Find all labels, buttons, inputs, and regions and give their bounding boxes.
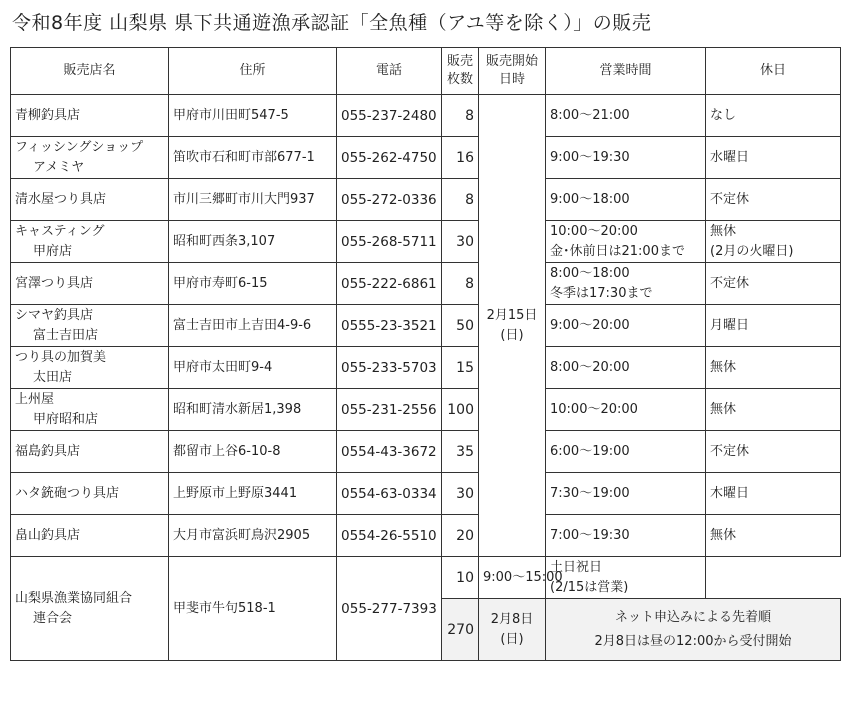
header-store: 販売店名	[11, 48, 169, 95]
header-holiday: 休日	[706, 48, 841, 95]
store-name	[11, 515, 169, 557]
sale-count: 50	[442, 305, 479, 347]
store-phone: 055-222-6861	[337, 263, 442, 305]
table-row	[11, 221, 841, 263]
header-count-line1: 販売	[446, 54, 473, 69]
holiday: 無休	[706, 389, 841, 431]
holiday	[546, 557, 706, 599]
store-name-line1: 宮澤つり具店	[15, 275, 94, 291]
sale-count: 8	[442, 179, 479, 221]
sale-count: 8	[442, 95, 479, 137]
table-row	[11, 473, 841, 515]
store-name	[11, 221, 169, 263]
hours-line1: 8:00～18:00	[550, 265, 630, 281]
business-hours: 6:00～19:00	[546, 431, 706, 473]
store-address: 都留市上谷6-10-8	[169, 431, 337, 473]
store-name-line2: 連合会	[33, 610, 73, 626]
store-name-line2: 甲府店	[33, 243, 73, 259]
store-address: 昭和町西条3,107	[169, 221, 337, 263]
store-name-line1: ハタ銃砲つり具店	[15, 485, 120, 501]
header-hours: 営業時間	[546, 48, 706, 95]
store-phone: 055-268-5711	[337, 221, 442, 263]
store-address: 富士吉田市上吉田4-9-6	[169, 305, 337, 347]
header-row	[11, 48, 841, 95]
online-note-line2: 2月8日は昼の12:00から受付開始	[594, 633, 792, 649]
store-address: 甲府市太田町9-4	[169, 347, 337, 389]
holiday: 月曜日	[706, 305, 841, 347]
store-address: 甲府市川田町547-5	[169, 95, 337, 137]
holiday: 不定休	[706, 179, 841, 221]
table-row	[11, 389, 841, 431]
business-hours	[546, 263, 706, 305]
sales-table	[10, 47, 841, 661]
header-start	[479, 48, 546, 95]
store-name	[11, 431, 169, 473]
holiday: 不定休	[706, 263, 841, 305]
business-hours: 9:00～20:00	[546, 305, 706, 347]
store-name-line1: フィッシングショップ	[15, 139, 144, 155]
table-row	[11, 557, 841, 599]
store-name	[11, 95, 169, 137]
header-start-line2: 日時	[498, 72, 525, 87]
business-hours: 8:00～21:00	[546, 95, 706, 137]
table-row	[11, 179, 841, 221]
store-address: 甲府市寿町6-15	[169, 263, 337, 305]
store-phone: 055-272-0336	[337, 179, 442, 221]
store-name	[11, 473, 169, 515]
store-name	[11, 557, 169, 661]
header-address: 住所	[169, 48, 337, 95]
table-row	[11, 431, 841, 473]
store-phone: 0555-23-3521	[337, 305, 442, 347]
store-name	[11, 263, 169, 305]
store-name	[11, 305, 169, 347]
store-name-line2: アメミヤ	[33, 159, 85, 175]
holiday: 水曜日	[706, 137, 841, 179]
store-address: 大月市富浜町鳥沢2905	[169, 515, 337, 557]
start-date-line1: 2月15日	[486, 307, 538, 323]
sale-count: 8	[442, 263, 479, 305]
table-row	[11, 95, 841, 137]
header-start-line1: 販売開始	[485, 54, 538, 69]
holiday-line1: 土日祝日	[550, 559, 603, 575]
online-note-line1: ネット申込みによる先着順	[614, 609, 771, 625]
store-name-line1: 福島釣具店	[15, 443, 81, 459]
business-hours: 8:00～20:00	[546, 347, 706, 389]
holiday-line2: (2月の火曜日)	[710, 243, 794, 259]
store-name-line1: 畠山釣具店	[15, 527, 81, 543]
hours-line1: 10:00～20:00	[550, 223, 638, 239]
sale-count-online: 270	[442, 599, 479, 661]
store-phone: 055-237-2480	[337, 95, 442, 137]
table-row	[11, 515, 841, 557]
holiday-line1: 無休	[710, 223, 737, 239]
online-note	[546, 599, 841, 661]
store-name-line1: 上州屋	[15, 391, 55, 407]
sale-count: 30	[442, 221, 479, 263]
store-name-line1: 山梨県漁業協同組合	[15, 590, 133, 606]
sale-count: 100	[442, 389, 479, 431]
store-name	[11, 347, 169, 389]
hours-line2: 冬季は17:30まで	[550, 285, 653, 301]
header-count-line2: 枚数	[446, 72, 473, 87]
store-name	[11, 137, 169, 179]
sale-count: 20	[442, 515, 479, 557]
store-name-line1: 清水屋つり具店	[15, 191, 107, 207]
store-name	[11, 179, 169, 221]
table-row	[11, 347, 841, 389]
sale-count: 30	[442, 473, 479, 515]
business-hours: 9:00～19:30	[546, 137, 706, 179]
store-address: 昭和町清水新居1,398	[169, 389, 337, 431]
business-hours: 9:00～15:00	[479, 557, 546, 599]
store-name-line2: 富士吉田店	[33, 327, 99, 343]
business-hours	[546, 221, 706, 263]
holiday: 無休	[706, 515, 841, 557]
holiday: なし	[706, 95, 841, 137]
holiday: 木曜日	[706, 473, 841, 515]
sale-count: 10	[442, 557, 479, 599]
sale-count: 16	[442, 137, 479, 179]
store-phone: 055-233-5703	[337, 347, 442, 389]
store-name-line1: つり具の加賀美	[15, 349, 107, 365]
sale-count: 35	[442, 431, 479, 473]
online-start-line1: 2月8日	[490, 611, 534, 627]
store-phone: 0554-26-5510	[337, 515, 442, 557]
store-address: 甲斐市牛句518-1	[169, 557, 337, 661]
business-hours: 7:00～19:30	[546, 515, 706, 557]
sale-count: 15	[442, 347, 479, 389]
store-phone: 0554-43-3672	[337, 431, 442, 473]
store-address: 市川三郷町市川大門937	[169, 179, 337, 221]
store-name-line2: 太田店	[33, 369, 73, 385]
page-title: 令和8年度 山梨県 県下共通遊漁承認証「全魚種（アユ等を除く）」の販売	[12, 12, 652, 34]
online-start-line2: (日)	[500, 631, 524, 647]
header-phone: 電話	[337, 48, 442, 95]
header-count	[442, 48, 479, 95]
hours-line2: 金･休前日は21:00まで	[550, 243, 685, 259]
start-date-line2: (日)	[500, 327, 524, 343]
table-row	[11, 305, 841, 347]
table-row	[11, 263, 841, 305]
online-start-date	[479, 599, 546, 661]
business-hours: 10:00～20:00	[546, 389, 706, 431]
shared-start-date	[479, 95, 546, 557]
store-name-line1: 青柳釣具店	[15, 107, 81, 123]
store-name-line1: キャスティング	[15, 223, 105, 239]
holiday	[706, 221, 841, 263]
store-address: 笛吹市石和町市部677-1	[169, 137, 337, 179]
holiday: 無休	[706, 347, 841, 389]
store-address: 上野原市上野原3441	[169, 473, 337, 515]
store-name-line1: シマヤ釣具店	[15, 307, 94, 323]
store-name-line2: 甲府昭和店	[33, 411, 99, 427]
business-hours: 9:00～18:00	[546, 179, 706, 221]
store-phone: 0554-63-0334	[337, 473, 442, 515]
holiday: 不定休	[706, 431, 841, 473]
table-row	[11, 137, 841, 179]
store-name	[11, 389, 169, 431]
store-phone: 055-277-7393	[337, 557, 442, 661]
store-phone: 055-262-4750	[337, 137, 442, 179]
store-phone: 055-231-2556	[337, 389, 442, 431]
holiday-line2: (2/15は営業)	[550, 579, 629, 595]
business-hours: 7:30～19:00	[546, 473, 706, 515]
